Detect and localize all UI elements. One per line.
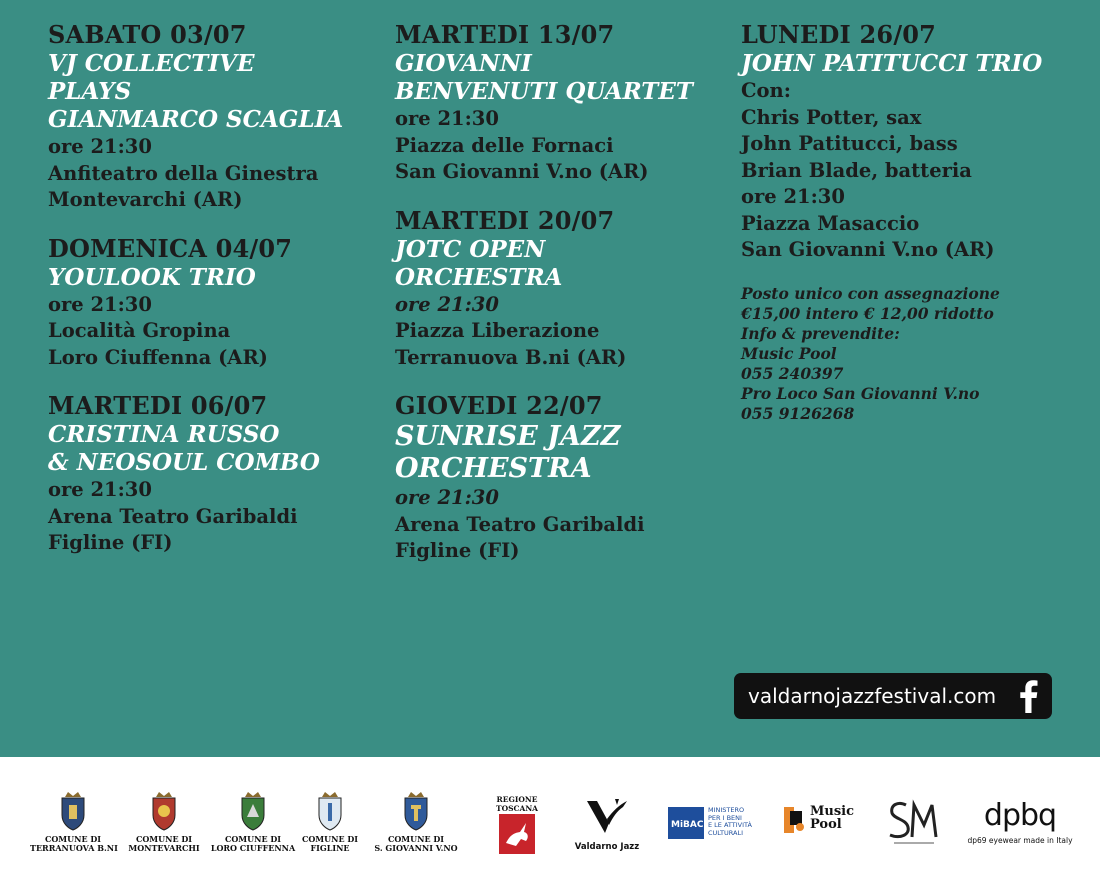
logo-comune-figline: [300, 791, 360, 853]
music-pool-caption: [810, 805, 854, 831]
event-title: BENVENUTI QUARTET: [395, 78, 694, 105]
program-column-2: [395, 20, 725, 585]
logo-caption: CULTURALI: [708, 828, 743, 837]
event-time: ore 21:30: [395, 107, 499, 130]
logo-caption: FIGLINE: [310, 843, 350, 853]
event-time: ore 21:30: [395, 486, 499, 509]
event-town: San Giovanni V.no (AR): [395, 160, 649, 183]
event-town: Figline (FI): [48, 531, 173, 554]
program-column-3: [741, 20, 1081, 424]
ticket-info-line: Posto unico con assegnazione: [741, 283, 1000, 303]
website-url[interactable]: valdarnojazzfestival.com: [748, 684, 997, 708]
logo-caption: REGIONE: [496, 795, 538, 804]
event-block: [48, 20, 378, 214]
logo-caption: S. GIOVANNI V.NO: [374, 843, 458, 853]
event-title: GIOVANNI: [395, 50, 532, 77]
crest-icon: [401, 791, 431, 831]
event-venue: Piazza Liberazione: [395, 319, 600, 342]
sm-monogram-icon: [886, 797, 942, 849]
logo-caption: LORO CIUFFENNA: [210, 843, 296, 853]
event-date: LUNEDI 26/07: [741, 20, 937, 49]
event-venue: Arena Teatro Garibaldi: [395, 512, 645, 536]
event-title: & NEOSOUL COMBO: [48, 449, 320, 476]
logo-caption: MINISTERO: [708, 806, 745, 814]
event-venue: Anfiteatro della Ginestra: [48, 161, 319, 185]
logo-caption: Pool: [810, 817, 842, 832]
valdarno-jazz-logo-icon: [583, 797, 631, 839]
logo-caption: COMUNE DI: [224, 834, 282, 844]
crest-icon: [58, 791, 88, 831]
logo-valdarno-jazz: [568, 797, 646, 852]
event-date: DOMENICA 04/07: [48, 233, 293, 263]
logo-caption: MONTEVARCHI: [128, 843, 200, 853]
event-title: JOTC OPEN: [395, 235, 546, 263]
event-block: [395, 20, 725, 186]
logo-caption: Valdarno Jazz: [574, 842, 640, 852]
event-block: [395, 206, 725, 372]
event-block: [48, 234, 378, 372]
logo-caption: TOSCANA: [496, 804, 538, 813]
event-time: ore 21:30: [48, 478, 152, 501]
ticket-info-line: 055 240397: [741, 363, 844, 383]
ticket-info: [741, 284, 1081, 424]
event-title: SUNRISE JAZZ: [395, 421, 621, 452]
crest-icon: [315, 791, 345, 831]
event-title: ORCHESTRA: [395, 263, 563, 291]
logo-caption: E LE ATTIVITÀ: [708, 821, 752, 829]
lineup-member: Chris Potter, sax: [741, 105, 922, 129]
dpbq-wordmark: dpbq: [983, 798, 1057, 833]
mibac-icon: [668, 807, 704, 839]
event-time: ore 21:30: [741, 185, 845, 208]
program-column-1: [48, 20, 378, 577]
event-town: Montevarchi (AR): [48, 188, 243, 211]
event-town: Loro Ciuffenna (AR): [48, 345, 268, 369]
ticket-info-line: Info & prevendite:: [741, 323, 900, 343]
sponsor-logos: [0, 757, 1100, 888]
logo-comune-montevarchi: [122, 791, 206, 853]
logo-comune-terranuova: [30, 791, 116, 853]
logo-caption: TERRANUOVA B.NI: [30, 843, 118, 853]
ticket-info-line: €15,00 intero € 12,00 ridotto: [741, 303, 994, 323]
logo-caption: COMUNE DI: [387, 834, 445, 844]
logo-caption: COMUNE DI: [44, 834, 102, 844]
event-venue: Piazza Masaccio: [741, 211, 920, 235]
ticket-info-line: Music Pool: [741, 343, 837, 363]
ticket-info-line: Pro Loco San Giovanni V.no: [741, 383, 980, 403]
event-block: [48, 391, 378, 557]
logo-comune-san-giovanni: [370, 791, 462, 853]
logo-caption: Music: [810, 804, 855, 819]
mibac-caption: [708, 807, 752, 837]
event-title: ORCHESTRA: [395, 453, 592, 484]
event-title: VJ COLLECTIVE: [48, 50, 255, 77]
ticket-info-line: 055 9126268: [741, 403, 855, 423]
lineup-label: Con:: [741, 79, 791, 102]
event-time: ore 21:30: [48, 135, 152, 158]
logo-regione-toscana: [493, 795, 541, 855]
event-title: GIANMARCO SCAGLIA: [48, 106, 344, 133]
svg-text:MiBAC: MiBAC: [671, 820, 704, 830]
lineup-member: John Patitucci, bass: [741, 132, 958, 155]
crest-icon: [238, 791, 268, 831]
event-venue: Arena Teatro Garibaldi: [48, 504, 298, 528]
event-town: San Giovanni V.no (AR): [741, 238, 995, 261]
logo-comune-loro-ciuffenna: [210, 791, 296, 853]
event-town: Terranuova B.ni (AR): [395, 345, 627, 369]
facebook-icon[interactable]: [1016, 679, 1040, 713]
event-date: GIOVEDI 22/07: [395, 391, 603, 420]
crest-icon: [149, 791, 179, 831]
event-venue: Piazza delle Fornaci: [395, 133, 614, 157]
event-date: MARTEDI 06/07: [48, 391, 268, 420]
lineup-member: Brian Blade, batteria: [741, 158, 972, 182]
event-venue: Località Gropina: [48, 319, 231, 342]
event-block: [741, 20, 1081, 264]
pegasus-icon: [498, 813, 536, 855]
logo-caption: dp69 eyewear made in Italy: [967, 836, 1073, 845]
event-block: [395, 391, 725, 565]
logo-caption: COMUNE DI: [135, 834, 193, 844]
event-title: YOULOOK TRIO: [48, 263, 256, 291]
event-title: CRISTINA RUSSO: [48, 421, 280, 448]
event-town: Figline (FI): [395, 539, 520, 562]
logo-dpbq: [962, 798, 1078, 845]
event-date: MARTEDI 13/07: [395, 20, 615, 49]
logo-caption: PER I BENI: [708, 813, 742, 822]
website-badge[interactable]: [734, 673, 1052, 719]
logo-caption: COMUNE DI: [301, 834, 359, 844]
music-pool-icon: [782, 805, 808, 835]
event-date: MARTEDI 20/07: [395, 205, 615, 235]
event-date: SABATO 03/07: [48, 20, 247, 49]
event-time: ore 21:30: [395, 292, 499, 316]
event-title: JOHN PATITUCCI TRIO: [741, 50, 1043, 77]
logo-sm: [884, 797, 944, 849]
event-time: ore 21:30: [48, 292, 152, 316]
event-title: PLAYS: [48, 78, 132, 105]
